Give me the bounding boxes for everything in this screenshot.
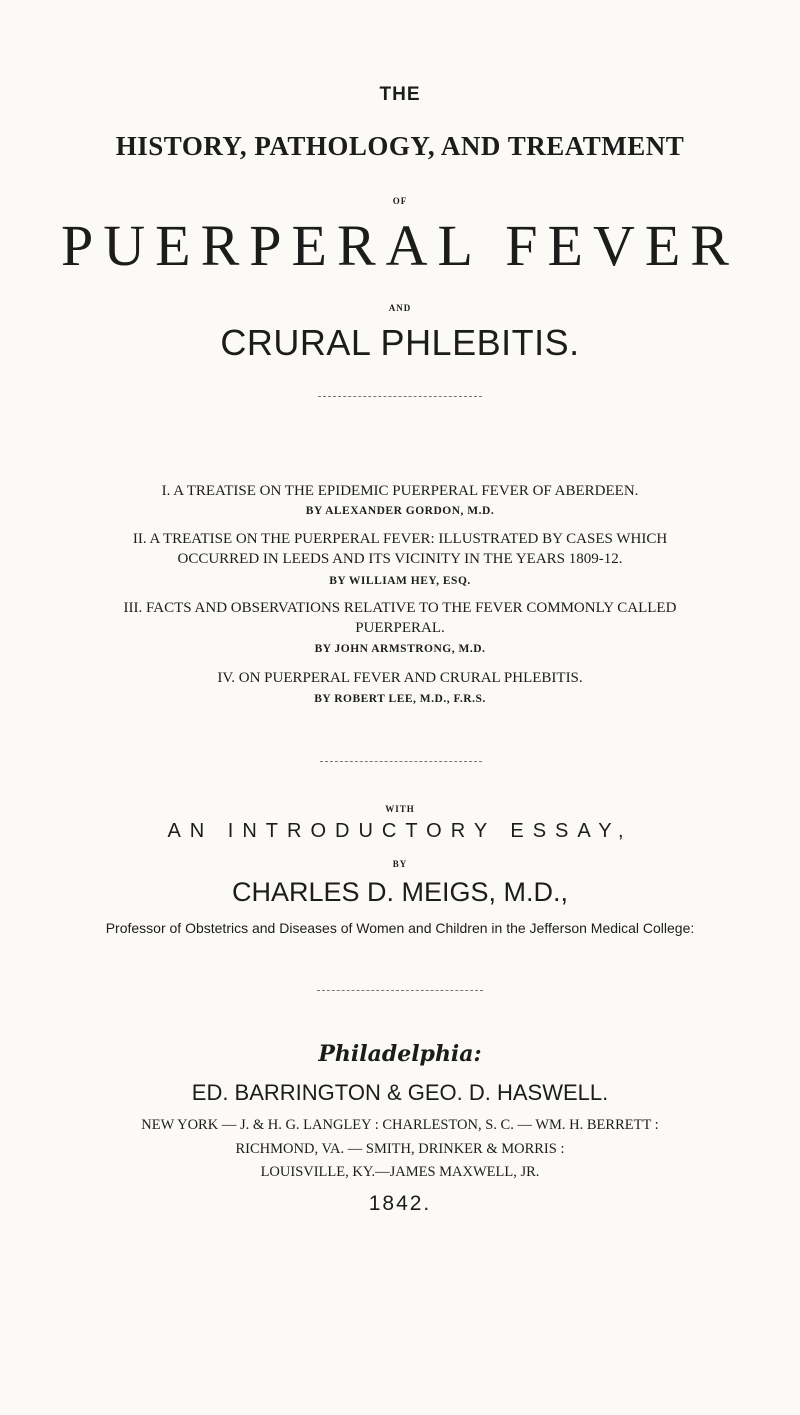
intro-affiliation: Professor of Obstetrics and Diseases of Women and Children in the Jefferson Medical College:: [105, 920, 695, 936]
title-the: THE: [379, 84, 421, 105]
contents-item-3-author: BY JOHN ARMSTRONG, M.D.: [314, 643, 486, 655]
contents-item-4-author: BY ROBERT LEE, M.D., F.R.S.: [314, 693, 486, 705]
contents-item-2-author: BY WILLIAM HEY, ESQ.: [329, 575, 471, 587]
imprint-year: 1842.: [368, 1192, 432, 1215]
contents-item-3-title-cont: PUERPERAL.: [355, 620, 445, 636]
imprint-line-1: NEW YORK — J. & H. G. LANGLEY : CHARLESTON, S. C. — WM. H. BERRETT :: [141, 1117, 659, 1133]
intro-with: WITH: [385, 804, 415, 814]
divider-rule: [320, 761, 482, 762]
imprint-line-2: RICHMOND, VA. — SMITH, DRINKER & MORRIS :: [235, 1141, 565, 1157]
title-line-1: HISTORY, PATHOLOGY, AND TREATMENT: [115, 131, 685, 161]
contents-item-1-author: BY ALEXANDER GORDON, M.D.: [305, 505, 495, 517]
contents-item-2-title: II. A TREATISE ON THE PUERPERAL FEVER: ILLUSTRATED BY CASES WHICH: [132, 531, 668, 547]
title-and: AND: [388, 303, 412, 313]
contents-item-4-title: IV. ON PUERPERAL FEVER AND CRURAL PHLEBITIS.: [217, 670, 583, 686]
intro-essay: AN INTRODUCTORY ESSAY,: [167, 820, 633, 842]
title-line-3: CRURAL PHLEBITIS.: [220, 322, 580, 363]
imprint-publisher: ED. BARRINGTON & GEO. D. HASWELL.: [191, 1080, 609, 1105]
imprint-city: Philadelphia:: [318, 1041, 482, 1067]
imprint-line-3: LOUISVILLE, KY.—JAMES MAXWELL, JR.: [260, 1164, 540, 1180]
contents-item-1-title: I. A TREATISE ON THE EPIDEMIC PUERPERAL FEVER OF ABERDEEN.: [161, 483, 639, 499]
divider-rule: [318, 396, 482, 397]
contents-item-2-title-cont: OCCURRED IN LEEDS AND ITS VICINITY IN THE YEARS 1809-12.: [177, 551, 623, 567]
title-of: OF: [392, 196, 408, 206]
divider-rule: [317, 990, 483, 991]
intro-author: CHARLES D. MEIGS, M.D.,: [231, 877, 569, 907]
intro-by: BY: [392, 859, 408, 869]
title-line-2: PUERPERAL FEVER: [61, 213, 739, 278]
contents-item-3-title: III. FACTS AND OBSERVATIONS RELATIVE TO THE FEVER COMMONLY CALLED: [123, 600, 677, 616]
